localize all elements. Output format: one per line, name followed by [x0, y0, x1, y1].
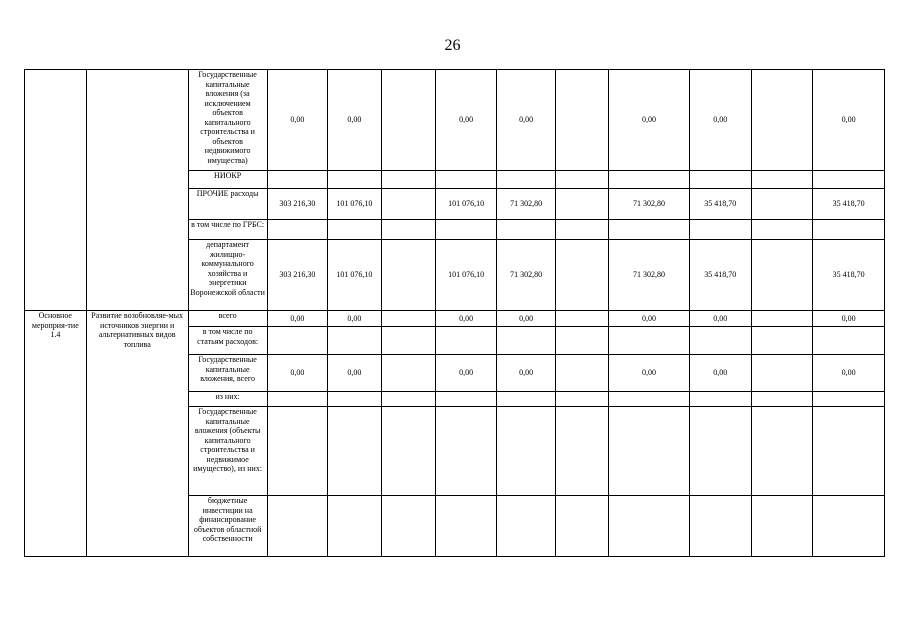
value-cell — [556, 220, 609, 240]
value-cell — [381, 220, 436, 240]
value-cell — [556, 189, 609, 220]
value-cell — [609, 327, 690, 355]
value-cell: 0,00 — [436, 70, 497, 171]
value-cell — [267, 220, 328, 240]
value-cell — [556, 496, 609, 557]
value-cell — [328, 171, 382, 189]
value-cell: 0,00 — [813, 311, 885, 327]
measure-name-cell — [86, 70, 188, 311]
table-body — [25, 70, 885, 557]
value-cell — [751, 240, 813, 311]
value-cell — [609, 392, 690, 407]
value-cell — [813, 327, 885, 355]
value-cell — [689, 496, 751, 557]
value-cell: 0,00 — [267, 355, 328, 392]
value-cell — [381, 355, 436, 392]
value-cell — [496, 392, 556, 407]
value-cell — [689, 392, 751, 407]
value-cell — [751, 407, 813, 496]
value-cell: 0,00 — [328, 355, 382, 392]
value-cell: 0,00 — [436, 311, 497, 327]
value-cell — [689, 407, 751, 496]
value-cell: 0,00 — [689, 355, 751, 392]
expense-type-cell: НИОКР — [188, 171, 267, 189]
value-cell: 0,00 — [328, 70, 382, 171]
value-cell — [328, 496, 382, 557]
value-cell — [609, 171, 690, 189]
expense-type-cell: из них: — [188, 392, 267, 407]
value-cell — [496, 407, 556, 496]
value-cell — [751, 392, 813, 407]
value-cell — [381, 70, 436, 171]
value-cell — [436, 407, 497, 496]
expense-type-cell: в том числе по статьям расходов: — [188, 327, 267, 355]
measure-code-cell — [25, 70, 87, 311]
expense-type-cell: Государственные капитальные вложения, всего — [188, 355, 267, 392]
value-cell: 101 076,10 — [436, 240, 497, 311]
value-cell: 71 302,80 — [609, 240, 690, 311]
value-cell: 0,00 — [436, 355, 497, 392]
value-cell — [751, 311, 813, 327]
value-cell — [267, 407, 328, 496]
value-cell: 71 302,80 — [609, 189, 690, 220]
value-cell — [436, 496, 497, 557]
value-cell — [751, 327, 813, 355]
value-cell: 35 418,70 — [689, 189, 751, 220]
value-cell — [556, 392, 609, 407]
value-cell — [381, 407, 436, 496]
value-cell — [813, 407, 885, 496]
value-cell: 0,00 — [609, 355, 690, 392]
value-cell — [751, 496, 813, 557]
value-cell: 0,00 — [328, 311, 382, 327]
value-cell — [751, 355, 813, 392]
value-cell — [436, 327, 497, 355]
value-cell — [751, 171, 813, 189]
expense-type-cell: бюджетные инвестиции на финансирование объектов областной собственности — [188, 496, 267, 557]
value-cell: 303 216,30 — [267, 189, 328, 220]
value-cell: 0,00 — [496, 355, 556, 392]
measure-name-cell: Развитие возобновляе-мых источников энергии и альтернативных видов топлива — [86, 311, 188, 557]
value-cell: 0,00 — [813, 355, 885, 392]
value-cell — [556, 70, 609, 171]
value-cell — [436, 171, 497, 189]
table-row — [25, 70, 885, 171]
value-cell — [689, 327, 751, 355]
budget-table — [24, 69, 885, 557]
expense-type-cell: в том числе по ГРБС: — [188, 220, 267, 240]
value-cell — [689, 171, 751, 189]
value-cell: 0,00 — [496, 311, 556, 327]
expense-type-cell: всего — [188, 311, 267, 327]
value-cell — [267, 327, 328, 355]
value-cell: 101 076,10 — [328, 189, 382, 220]
value-cell — [689, 220, 751, 240]
value-cell: 101 076,10 — [436, 189, 497, 220]
expense-type-cell: Государственные капитальные вложения (за исключением объектов капитального строительства и объектов недвижимого имущества) — [188, 70, 267, 171]
value-cell — [381, 240, 436, 311]
value-cell: 71 302,80 — [496, 189, 556, 220]
value-cell: 35 418,70 — [813, 189, 885, 220]
value-cell — [556, 240, 609, 311]
value-cell — [267, 496, 328, 557]
value-cell: 0,00 — [267, 70, 328, 171]
value-cell — [381, 496, 436, 557]
value-cell — [813, 220, 885, 240]
value-cell — [267, 171, 328, 189]
value-cell — [496, 171, 556, 189]
value-cell — [751, 220, 813, 240]
value-cell: 101 076,10 — [328, 240, 382, 311]
value-cell — [328, 407, 382, 496]
value-cell — [496, 496, 556, 557]
value-cell — [813, 392, 885, 407]
value-cell — [381, 392, 436, 407]
value-cell — [328, 327, 382, 355]
expense-type-cell: департамент жилищно-коммунального хозяйства и энергетики Воронежской области — [188, 240, 267, 311]
value-cell: 303 216,30 — [267, 240, 328, 311]
value-cell — [556, 327, 609, 355]
value-cell — [609, 496, 690, 557]
expense-type-cell: ПРОЧИЕ расходы — [188, 189, 267, 220]
value-cell — [556, 311, 609, 327]
value-cell: 0,00 — [689, 311, 751, 327]
value-cell — [328, 220, 382, 240]
value-cell: 0,00 — [609, 311, 690, 327]
value-cell — [328, 392, 382, 407]
value-cell — [496, 220, 556, 240]
value-cell — [267, 392, 328, 407]
value-cell — [609, 407, 690, 496]
value-cell — [813, 171, 885, 189]
value-cell — [609, 220, 690, 240]
value-cell: 0,00 — [496, 70, 556, 171]
value-cell — [381, 311, 436, 327]
measure-code-cell: Основное мероприя-тие 1.4 — [25, 311, 87, 557]
value-cell: 0,00 — [689, 70, 751, 171]
value-cell — [556, 355, 609, 392]
value-cell — [751, 189, 813, 220]
value-cell — [496, 327, 556, 355]
value-cell: 71 302,80 — [496, 240, 556, 311]
value-cell — [381, 189, 436, 220]
value-cell — [556, 171, 609, 189]
value-cell: 0,00 — [813, 70, 885, 171]
value-cell — [813, 496, 885, 557]
value-cell — [436, 220, 497, 240]
value-cell: 35 418,70 — [689, 240, 751, 311]
value-cell — [556, 407, 609, 496]
value-cell — [436, 392, 497, 407]
value-cell — [751, 70, 813, 171]
value-cell: 35 418,70 — [813, 240, 885, 311]
value-cell — [381, 171, 436, 189]
expense-type-cell: Государственные капитальные вложения (объекты капитального строительства и недвижимое имущество), из них: — [188, 407, 267, 496]
value-cell: 0,00 — [609, 70, 690, 171]
value-cell — [381, 327, 436, 355]
value-cell: 0,00 — [267, 311, 328, 327]
table-row — [25, 311, 885, 327]
page-number: 26 — [444, 37, 461, 54]
